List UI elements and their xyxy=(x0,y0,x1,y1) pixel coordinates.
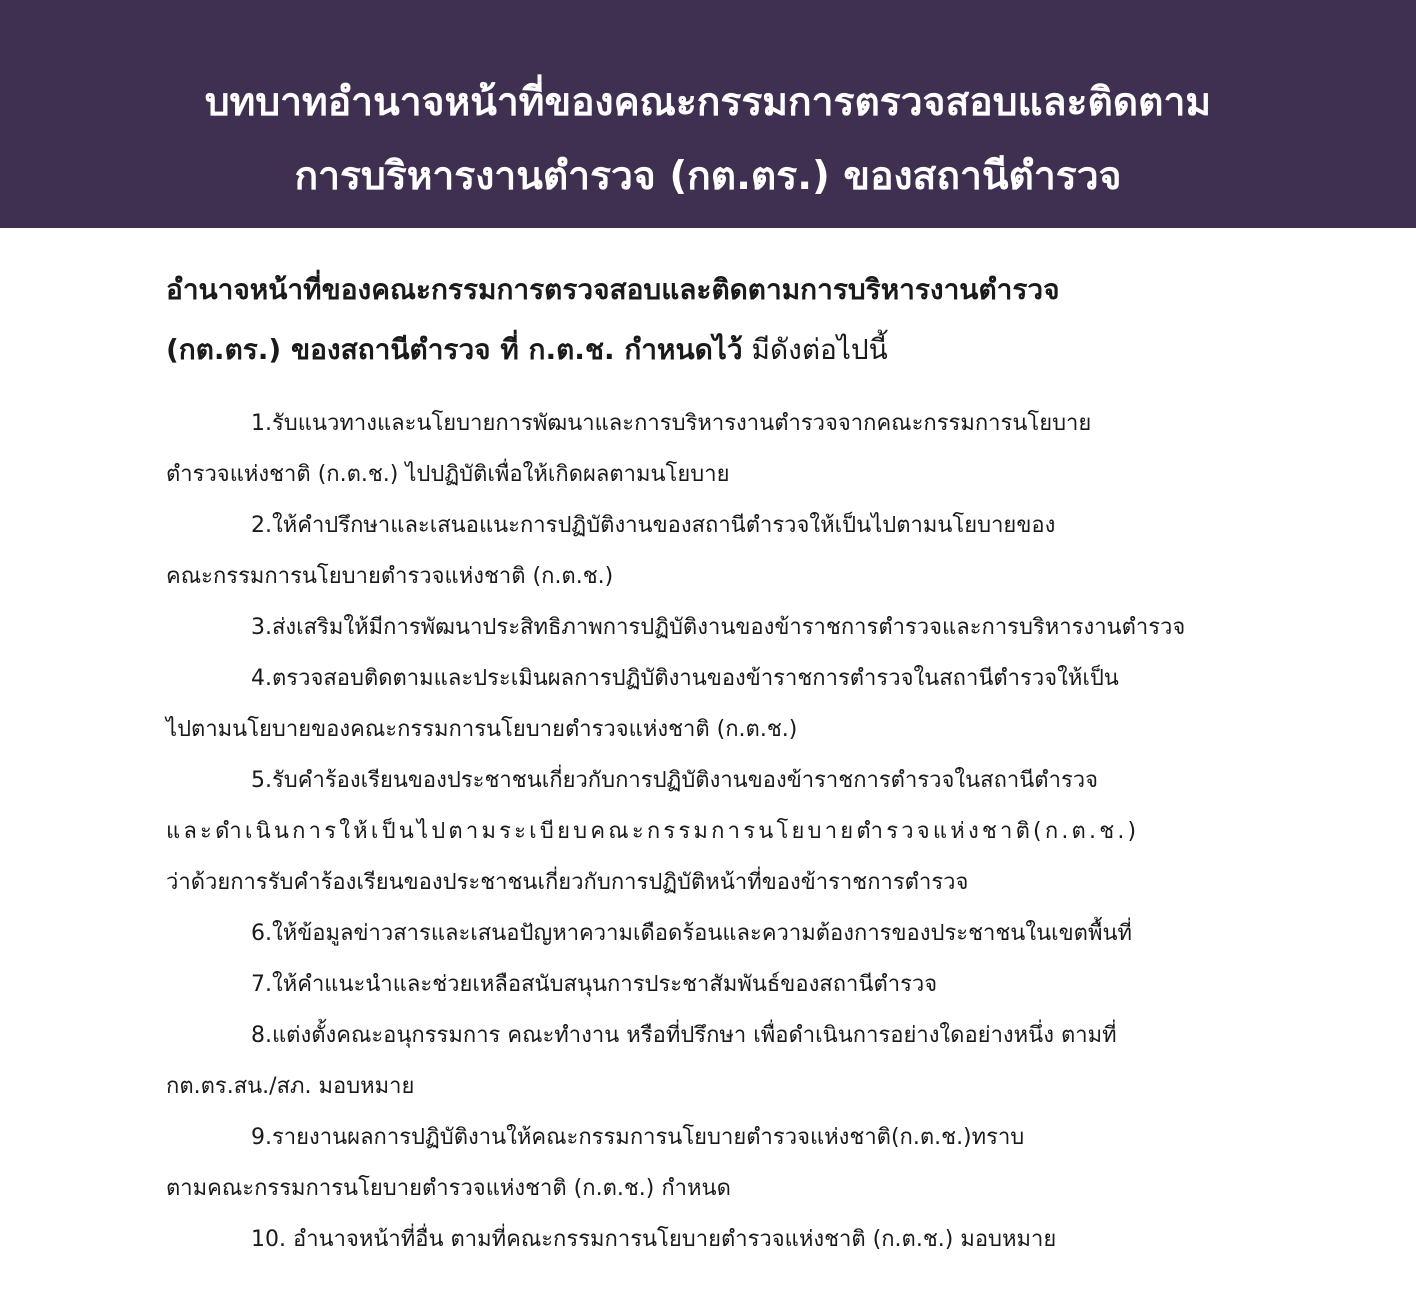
duty-item-8-line-2: กต.ตร.สน./สภ. มอบหมาย xyxy=(166,1074,415,1099)
intro-heading-suffix: มีดังต่อไปนี้ xyxy=(742,333,888,366)
duty-item-8 xyxy=(166,1010,1256,1112)
intro-heading xyxy=(166,260,1256,380)
document-body xyxy=(0,228,1416,1265)
duty-item-1-line-1: 1.รับแนวทางและนโยบายการพัฒนาและการบริหารงานตำรวจจากคณะกรรมการนโยบาย xyxy=(251,411,1092,436)
duty-item-5-line-1: 5.รับคำร้องเรียนของประชาชนเกี่ยวกับการปฏิบัติงานของข้าราชการตำรวจในสถานีตำรวจ xyxy=(251,768,1099,793)
duty-item-9 xyxy=(166,1112,1256,1214)
page-title-line-1: บทบาทอำนาจหน้าที่ของคณะกรรมการตรวจสอบและติดตาม xyxy=(204,80,1212,125)
duty-item-8-line-1: 8.แต่งตั้งคณะอนุกรรมการ คณะทำงาน หรือที่ปรึกษา เพื่อดำเนินการอย่างใดอย่างหนึ่ง ตามที่ xyxy=(251,1023,1117,1048)
duty-item-4-line-2: ไปตามนโยบายของคณะกรรมการนโยบายตำรวจแห่งชาติ (ก.ต.ช.) xyxy=(166,717,798,742)
duty-item-2-line-2: คณะกรรมการนโยบายตำรวจแห่งชาติ (ก.ต.ช.) xyxy=(166,564,614,589)
intro-heading-line-1: อำนาจหน้าที่ของคณะกรรมการตรวจสอบและติดตามการบริหารงานตำรวจ xyxy=(166,273,1060,306)
duty-item-2 xyxy=(166,500,1256,602)
duty-item-9-line-2: ตามคณะกรรมการนโยบายตำรวจแห่งชาติ (ก.ต.ช.) กำหนด xyxy=(166,1176,731,1201)
duty-item-4 xyxy=(166,653,1256,755)
duty-item-7-line-1: 7.ให้คำแนะนำและช่วยเหลือสนับสนุนการประชาสัมพันธ์ของสถานีตำรวจ xyxy=(251,972,938,997)
page-title-line-2: การบริหารงานตำรวจ (กต.ตร.) ของสถานีตำรวจ xyxy=(294,154,1122,199)
duty-item-5 xyxy=(166,755,1256,908)
duty-item-5-line-2: และดำเนินการให้เป็นไปตามระเบียบคณะกรรมการนโยบายตำรวจแห่งชาติ(ก.ต.ช.) xyxy=(166,819,1140,844)
duty-item-3-line-1: 3.ส่งเสริมให้มีการพัฒนาประสิทธิภาพการปฏิบัติงานของข้าราชการตำรวจและการบริหารงานตำรวจ xyxy=(251,615,1186,640)
page-header xyxy=(0,0,1416,228)
duty-item-1 xyxy=(166,398,1256,500)
duty-item-6-line-1: 6.ให้ข้อมูลข่าวสารและเสนอปัญหาความเดือดร้อนและความต้องการของประชาชนในเขตพื้นที่ xyxy=(251,921,1133,946)
duty-item-6 xyxy=(166,908,1256,959)
duty-item-2-line-1: 2.ให้คำปรึกษาและเสนอแนะการปฏิบัติงานของสถานีตำรวจให้เป็นไปตามนโยบายของ xyxy=(251,513,1056,538)
intro-heading-bold-text: (กต.ตร.) ของสถานีตำรวจ ที่ ก.ต.ช. กำหนดไว้ xyxy=(166,333,743,366)
duty-item-7 xyxy=(166,959,1256,1010)
duty-item-10-line-1: 10. อำนาจหน้าที่อื่น ตามที่คณะกรรมการนโยบายตำรวจแห่งชาติ (ก.ต.ช.) มอบหมาย xyxy=(251,1227,1057,1252)
duty-item-1-line-2: ตำรวจแห่งชาติ (ก.ต.ช.) ไปปฏิบัติเพื่อให้เกิดผลตามนโยบาย xyxy=(166,462,730,487)
intro-heading-line-2 xyxy=(166,320,1256,380)
duty-item-9-line-1: 9.รายงานผลการปฏิบัติงานให้คณะกรรมการนโยบายตำรวจแห่งชาติ(ก.ต.ช.)ทราบ xyxy=(251,1125,1025,1150)
duty-item-10 xyxy=(166,1214,1256,1265)
duty-item-3 xyxy=(166,602,1256,653)
duty-item-4-line-1: 4.ตรวจสอบติดตามและประเมินผลการปฏิบัติงานของข้าราชการตำรวจในสถานีตำรวจให้เป็น xyxy=(251,666,1119,691)
duty-item-5-line-3: ว่าด้วยการรับคำร้องเรียนของประชาชนเกี่ยวกับการปฏิบัติหน้าที่ของข้าราชการตำรวจ xyxy=(166,870,969,895)
